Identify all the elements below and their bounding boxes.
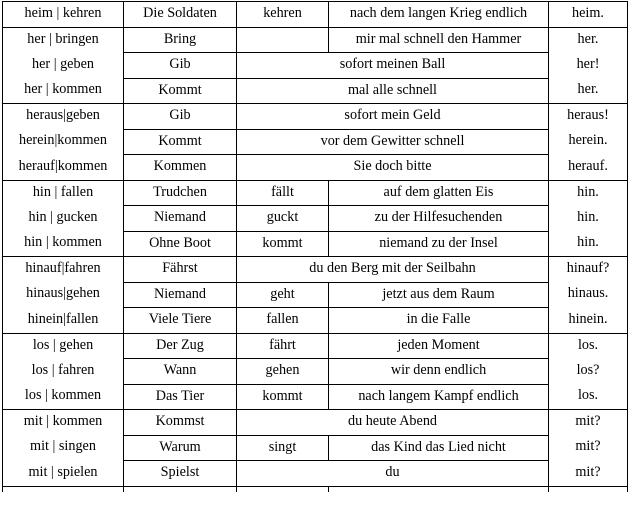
verb-cell: hin | kommen (3, 231, 124, 257)
subject-cell: Niemand (124, 282, 237, 308)
particle-cell: her. (549, 78, 628, 104)
particle-cell: mit? (549, 435, 628, 461)
table-body (3, 2, 628, 493)
verb-cell: her | kommen (3, 78, 124, 104)
finite-cell: kehren (237, 2, 329, 28)
subject-cell: Kommt (124, 78, 237, 104)
table-row (3, 410, 628, 436)
table-row (3, 257, 628, 283)
table-row (3, 129, 628, 155)
middle-cell: auf dem glatten Eis (329, 180, 549, 206)
particle-cell: los. (549, 384, 628, 410)
verb-cell: heraus|geben (3, 104, 124, 130)
subject-cell: Die Soldaten (124, 2, 237, 28)
subject-cell: Ohne Boot (124, 231, 237, 257)
table-row (3, 206, 628, 232)
particle-cell: herein. (549, 129, 628, 155)
finite-cell: kommt (237, 384, 329, 410)
particle-cell: herauf. (549, 155, 628, 181)
subject-cell: Der Zug (124, 333, 237, 359)
table-row (3, 384, 628, 410)
subject-cell: Kommst (124, 410, 237, 436)
table-row-cutoff (3, 486, 628, 492)
subject-cell: Spielst (124, 461, 237, 487)
table-row (3, 104, 628, 130)
middle-cell: nach langem Kampf endlich (329, 384, 549, 410)
table-row (3, 359, 628, 385)
particle-cell: mit? (549, 461, 628, 487)
table-row (3, 282, 628, 308)
verb-cell: hinauf|fahren (3, 257, 124, 283)
table-row (3, 155, 628, 181)
middle-cell: zu der Hilfesuchenden (329, 206, 549, 232)
middle-cell: mir mal schnell den Hammer (329, 27, 549, 53)
finite-cell: guckt (237, 206, 329, 232)
finite-cell: fährt (237, 333, 329, 359)
table-row (3, 27, 628, 53)
finite-cell: geht (237, 282, 329, 308)
table-row (3, 180, 628, 206)
cutoff-cell (329, 486, 549, 492)
particle-cell: mit? (549, 410, 628, 436)
middle-cell: sofort mein Geld (237, 104, 549, 130)
subject-cell: Niemand (124, 206, 237, 232)
particle-cell: hin. (549, 206, 628, 232)
verb-cell: hin | gucken (3, 206, 124, 232)
middle-cell: nach dem langen Krieg endlich (329, 2, 549, 28)
table-row (3, 461, 628, 487)
verb-cell: mit | singen (3, 435, 124, 461)
particle-cell: hin. (549, 180, 628, 206)
finite-cell: fallen (237, 308, 329, 334)
verb-particle-table (2, 1, 628, 492)
table-row (3, 333, 628, 359)
middle-cell: jeden Moment (329, 333, 549, 359)
particle-cell: heim. (549, 2, 628, 28)
finite-cell (237, 27, 329, 53)
verb-cell: her | geben (3, 53, 124, 79)
finite-cell: gehen (237, 359, 329, 385)
middle-cell: sofort meinen Ball (237, 53, 549, 79)
subject-cell: Gib (124, 53, 237, 79)
cutoff-cell (3, 486, 124, 492)
middle-cell: in die Falle (329, 308, 549, 334)
middle-cell: du heute Abend (237, 410, 549, 436)
verb-cell: los | kommen (3, 384, 124, 410)
table-row (3, 78, 628, 104)
verb-cell: hinein|fallen (3, 308, 124, 334)
middle-cell: mal alle schnell (237, 78, 549, 104)
verb-cell: heim | kehren (3, 2, 124, 28)
table-row (3, 308, 628, 334)
cutoff-cell (237, 486, 329, 492)
subject-cell: Viele Tiere (124, 308, 237, 334)
particle-cell: hinauf? (549, 257, 628, 283)
particle-cell: los? (549, 359, 628, 385)
middle-cell: Sie doch bitte (237, 155, 549, 181)
subject-cell: Fährst (124, 257, 237, 283)
particle-cell: heraus! (549, 104, 628, 130)
middle-cell: wir denn endlich (329, 359, 549, 385)
particle-cell: los. (549, 333, 628, 359)
cutoff-cell (549, 486, 628, 492)
subject-cell: Gib (124, 104, 237, 130)
subject-cell: Warum (124, 435, 237, 461)
verb-cell: herein|kommen (3, 129, 124, 155)
middle-cell: vor dem Gewitter schnell (237, 129, 549, 155)
finite-cell: singt (237, 435, 329, 461)
particle-cell: hin. (549, 231, 628, 257)
verb-cell: her | bringen (3, 27, 124, 53)
subject-cell: Wann (124, 359, 237, 385)
verb-cell: herauf|kommen (3, 155, 124, 181)
verb-cell: los | fahren (3, 359, 124, 385)
particle-cell: her! (549, 53, 628, 79)
finite-cell: fällt (237, 180, 329, 206)
table-row (3, 231, 628, 257)
table-row (3, 435, 628, 461)
cutoff-cell (124, 486, 237, 492)
verb-cell: mit | spielen (3, 461, 124, 487)
finite-cell: kommt (237, 231, 329, 257)
verb-cell: los | gehen (3, 333, 124, 359)
subject-cell: Bring (124, 27, 237, 53)
verb-cell: hinaus|gehen (3, 282, 124, 308)
verb-cell: mit | kommen (3, 410, 124, 436)
table-row (3, 53, 628, 79)
particle-cell: hinein. (549, 308, 628, 334)
subject-cell: Kommen (124, 155, 237, 181)
middle-cell: das Kind das Lied nicht (329, 435, 549, 461)
middle-cell: jetzt aus dem Raum (329, 282, 549, 308)
particle-cell: her. (549, 27, 628, 53)
particle-cell: hinaus. (549, 282, 628, 308)
table-row (3, 2, 628, 28)
middle-cell: du den Berg mit der Seilbahn (237, 257, 549, 283)
middle-cell: du (237, 461, 549, 487)
middle-cell: niemand zu der Insel (329, 231, 549, 257)
subject-cell: Trudchen (124, 180, 237, 206)
subject-cell: Das Tier (124, 384, 237, 410)
verb-cell: hin | fallen (3, 180, 124, 206)
subject-cell: Kommt (124, 129, 237, 155)
